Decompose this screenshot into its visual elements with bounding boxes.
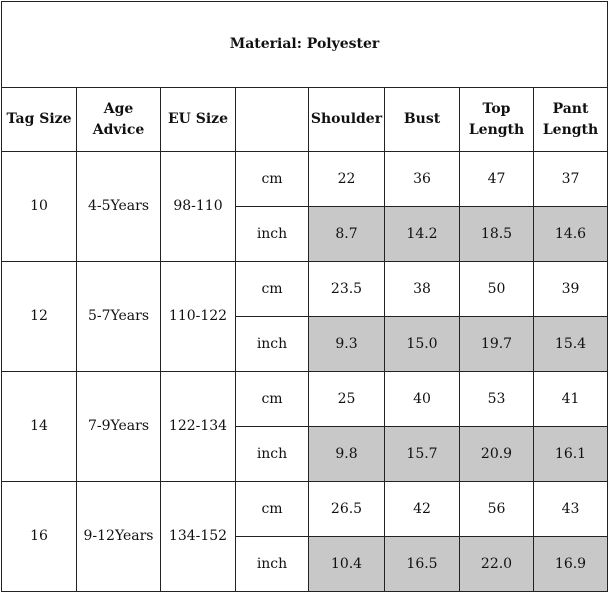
table-row (2, 372, 608, 427)
age-advice-cell: 7-9Years (77, 372, 161, 482)
bust-cell: 15.0 (385, 317, 460, 372)
eu-size-cell: 122-134 (161, 372, 236, 482)
shoulder-cell: 8.7 (309, 207, 385, 262)
shoulder-cell: 23.5 (309, 262, 385, 317)
header-top-length-line2: Length (468, 121, 525, 138)
top-length-cell: 19.7 (460, 317, 534, 372)
unit-cell: inch (236, 207, 309, 262)
top-length-cell: 47 (460, 152, 534, 207)
shoulder-cell: 9.3 (309, 317, 385, 372)
bust-cell: 36 (385, 152, 460, 207)
age-advice-cell: 9-12Years (77, 482, 161, 592)
header-shoulder: Shoulder (309, 88, 385, 152)
header-pant-length-line1: Pant (552, 101, 589, 118)
pant-length-cell: 43 (534, 482, 608, 537)
pant-length-cell: 39 (534, 262, 608, 317)
bust-cell: 14.2 (385, 207, 460, 262)
table-row (2, 482, 608, 537)
bust-cell: 42 (385, 482, 460, 537)
shoulder-cell: 10.4 (309, 537, 385, 592)
eu-size-cell: 98-110 (161, 152, 236, 262)
tag-size-cell: 12 (2, 262, 77, 372)
bust-cell: 38 (385, 262, 460, 317)
header-pant-length (534, 88, 608, 152)
eu-size-cell: 110-122 (161, 262, 236, 372)
pant-length-cell: 16.9 (534, 537, 608, 592)
table-row (2, 262, 608, 317)
tag-size-cell: 16 (2, 482, 77, 592)
unit-cell: inch (236, 427, 309, 482)
table-title: Material: Polyester (2, 2, 608, 88)
unit-cell: cm (236, 262, 309, 317)
top-length-cell: 18.5 (460, 207, 534, 262)
age-advice-cell: 4-5Years (77, 152, 161, 262)
header-tag-size: Tag Size (2, 88, 77, 152)
top-length-cell: 50 (460, 262, 534, 317)
pant-length-cell: 15.4 (534, 317, 608, 372)
top-length-cell: 20.9 (460, 427, 534, 482)
table-row (2, 152, 608, 207)
shoulder-cell: 9.8 (309, 427, 385, 482)
header-top-length (460, 88, 534, 152)
pant-length-cell: 41 (534, 372, 608, 427)
top-length-cell: 56 (460, 482, 534, 537)
top-length-cell: 22.0 (460, 537, 534, 592)
unit-cell: cm (236, 482, 309, 537)
age-advice-cell: 5-7Years (77, 262, 161, 372)
eu-size-cell: 134-152 (161, 482, 236, 592)
unit-cell: inch (236, 537, 309, 592)
tag-size-cell: 14 (2, 372, 77, 482)
pant-length-cell: 16.1 (534, 427, 608, 482)
pant-length-cell: 14.6 (534, 207, 608, 262)
header-top-length-line1: Top (482, 101, 511, 118)
unit-cell: inch (236, 317, 309, 372)
size-table (1, 1, 608, 592)
bust-cell: 40 (385, 372, 460, 427)
header-pant-length-line2: Length (542, 121, 599, 138)
header-bust: Bust (385, 88, 460, 152)
bust-cell: 16.5 (385, 537, 460, 592)
tag-size-cell: 10 (2, 152, 77, 262)
bust-cell: 15.7 (385, 427, 460, 482)
shoulder-cell: 26.5 (309, 482, 385, 537)
header-row (2, 88, 608, 152)
shoulder-cell: 22 (309, 152, 385, 207)
top-length-cell: 53 (460, 372, 534, 427)
header-unit (236, 88, 309, 152)
shoulder-cell: 25 (309, 372, 385, 427)
header-eu-size: EU Size (161, 88, 236, 152)
pant-length-cell: 37 (534, 152, 608, 207)
unit-cell: cm (236, 372, 309, 427)
unit-cell: cm (236, 152, 309, 207)
header-age-advice: Age Advice (77, 88, 161, 152)
